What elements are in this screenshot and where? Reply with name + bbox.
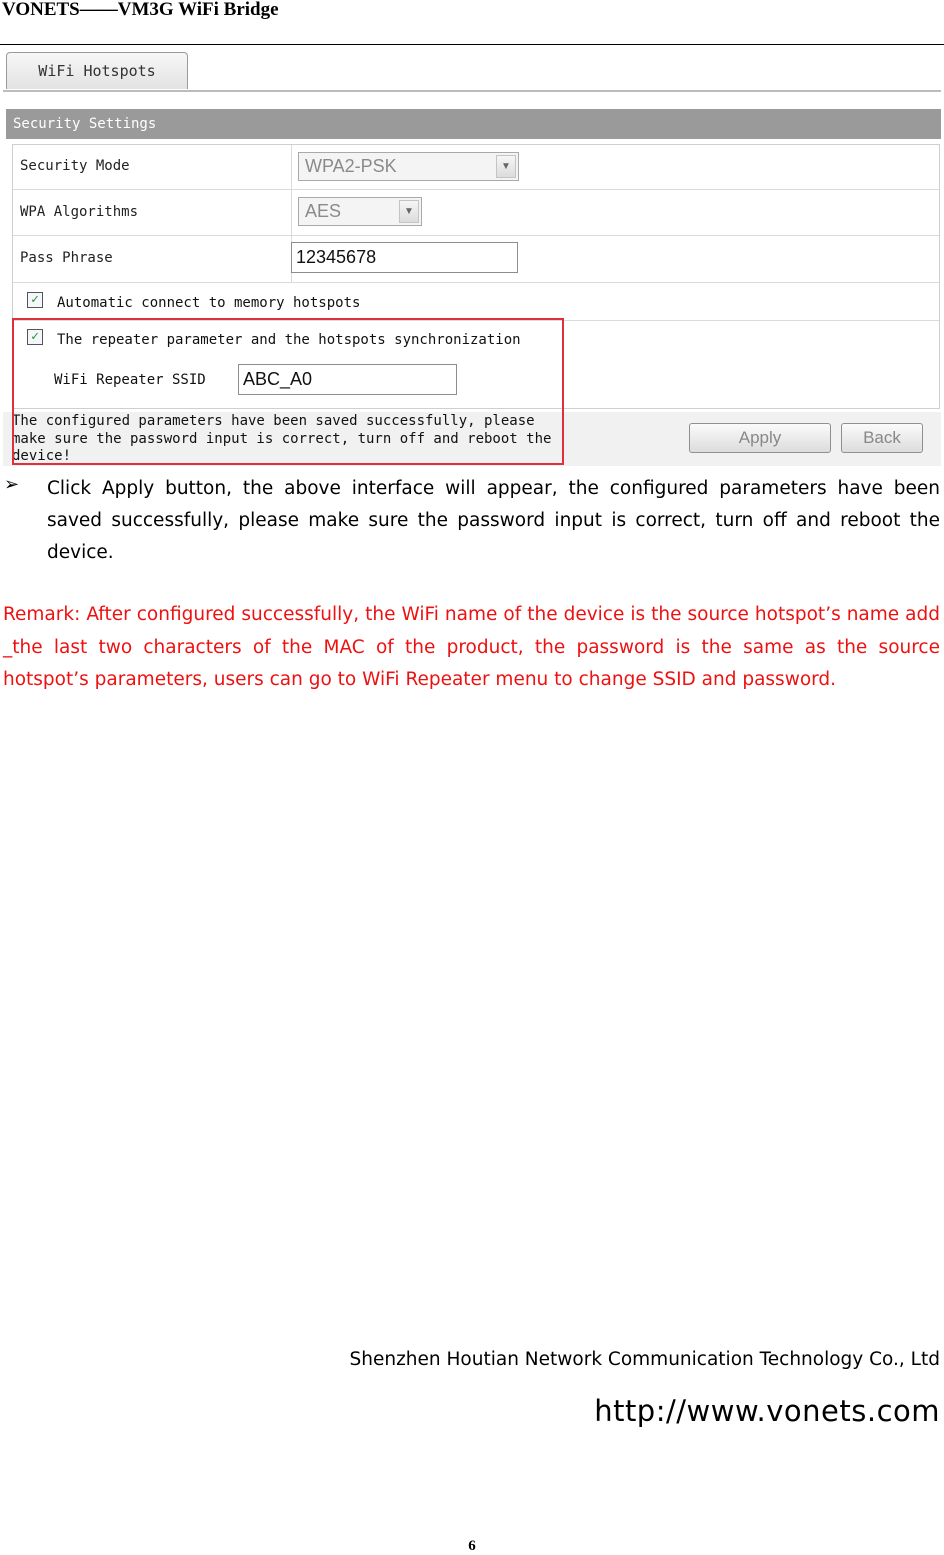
- chevron-down-icon: ▼: [496, 155, 516, 178]
- back-button[interactable]: Back: [841, 423, 923, 453]
- section-header: Security Settings: [6, 109, 941, 139]
- apply-button[interactable]: Apply: [689, 423, 831, 453]
- pass-phrase-row: [13, 236, 939, 283]
- repeater-ssid-input[interactable]: ABC_A0: [238, 364, 457, 395]
- document-header-title: VONETS——VM3G WiFi Bridge: [2, 0, 279, 20]
- security-mode-value: WPA2-PSK: [305, 156, 397, 176]
- security-mode-label: Security Mode: [20, 158, 130, 174]
- saved-message: The configured parameters have been saved successfully, please make sure the password input is correct, turn off and reboot the device!: [12, 413, 552, 464]
- wpa-algorithms-select[interactable]: [298, 197, 422, 226]
- sync-checkbox[interactable]: ✓: [27, 329, 43, 345]
- company-url[interactable]: http://www.vonets.com: [594, 1394, 940, 1428]
- wpa-algorithms-row: [13, 190, 939, 236]
- security-mode-select[interactable]: [298, 152, 519, 181]
- wpa-algorithms-label: WPA Algorithms: [20, 204, 139, 220]
- security-mode-row: [13, 145, 939, 190]
- pass-phrase-input[interactable]: 12345678: [291, 242, 518, 273]
- remark-paragraph: Remark: After configured successfully, the WiFi name of the device is the source hotspot’s name add _the last two characters of the MAC of the product, the password is the same as the source hotspot’s parameters, users can go to WiFi Repeater menu to change SSID and password.: [3, 604, 940, 690]
- highlight-box: [12, 318, 564, 465]
- repeater-ssid-label: WiFi Repeater SSID: [54, 372, 206, 388]
- auto-connect-row: [13, 283, 939, 321]
- chevron-down-icon: ▼: [399, 200, 419, 223]
- pass-phrase-label: Pass Phrase: [20, 250, 113, 266]
- wpa-algorithms-value: AES: [305, 201, 342, 221]
- router-settings-screenshot: [3, 48, 941, 466]
- auto-connect-label: Automatic connect to memory hotspots: [57, 295, 361, 311]
- company-name: Shenzhen Houtian Network Communication Technology Co., Ltd: [349, 1349, 940, 1370]
- bullet-arrow-icon: ➢: [4, 474, 20, 495]
- sync-label: The repeater parameter and the hotspots synchronization: [57, 332, 521, 348]
- column-divider: [291, 145, 292, 189]
- auto-connect-checkbox[interactable]: ✓: [27, 292, 43, 308]
- header-rule: [0, 44, 944, 45]
- instruction-paragraph: Click Apply button, the above interface will appear, the configured parameters have been saved successfully, please make sure the password input is correct, turn off and reboot the device.: [47, 478, 940, 563]
- tab-wifi-hotspots[interactable]: WiFi Hotspots: [6, 52, 188, 89]
- page-number: 6: [468, 1538, 476, 1554]
- tab-bar: [3, 48, 941, 92]
- column-divider: [291, 190, 292, 235]
